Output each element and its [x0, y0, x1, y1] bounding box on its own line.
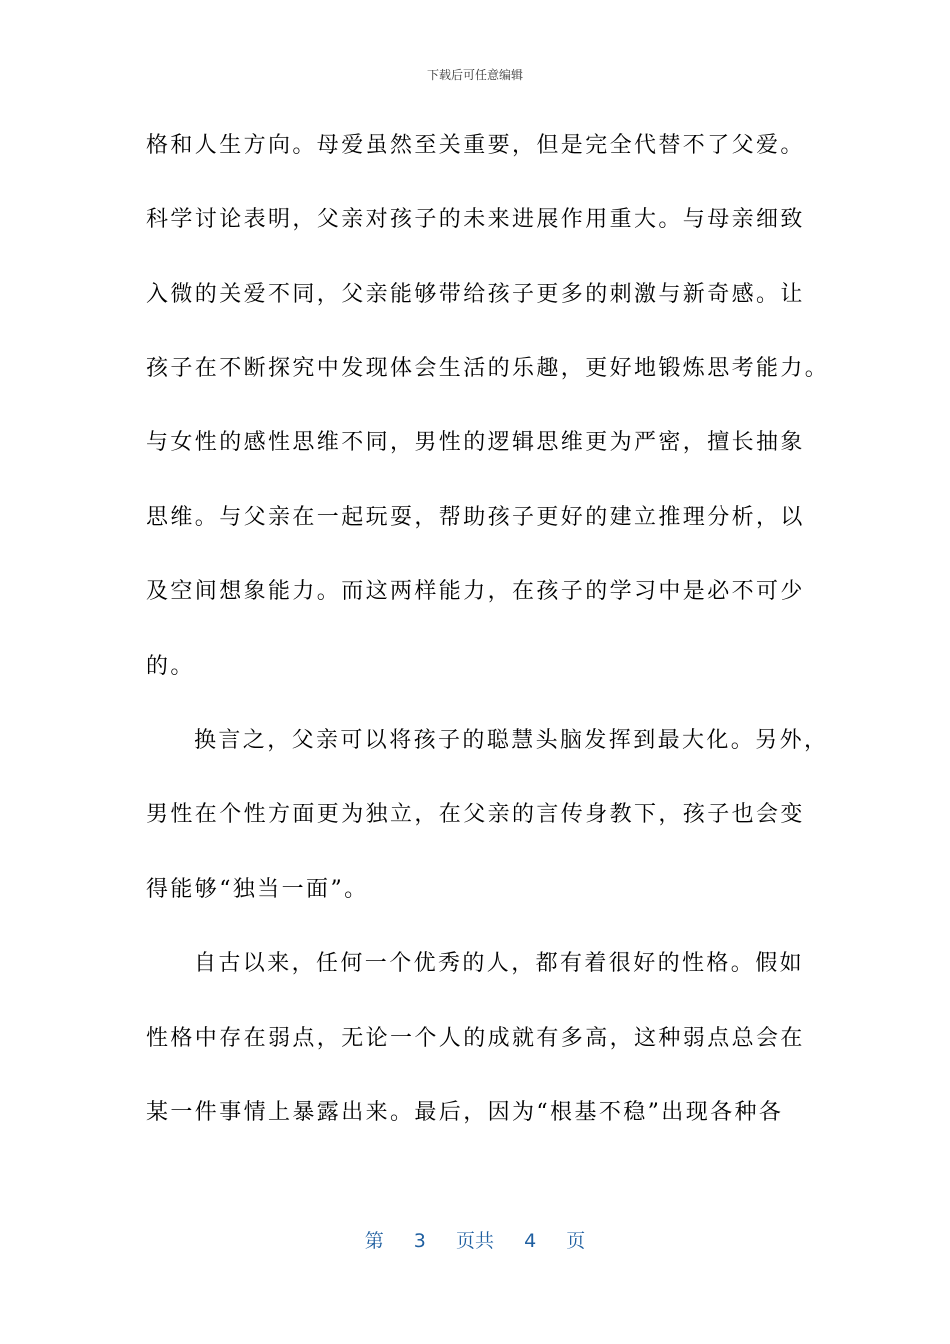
text-line: 与女性的感性思维不同，男性的逻辑思维更为严密，擅长抽象: [146, 430, 805, 455]
page-number-footer: [0, 1226, 950, 1253]
footer-prefix: 第: [364, 1230, 384, 1252]
text-line: 得能够“独当一面”。: [146, 877, 369, 902]
text-line: 的。: [146, 654, 195, 679]
text-line: 某一件事情上暴露出来。最后，因为“根基不稳”出现各种各: [146, 1100, 784, 1125]
footer-suffix: 页: [566, 1230, 586, 1252]
text-line: 孩子在不断探究中发现体会生活的乐趣，更好地锻炼思考能力。: [146, 356, 830, 381]
footer-middle: 页共: [455, 1230, 494, 1252]
current-page-number: 3: [413, 1230, 426, 1252]
text-line: 思维。与父亲在一起玩耍，帮助孩子更好的建立推理分析，以: [146, 505, 805, 530]
text-line: 性格中存在弱点，无论一个人的成就有多高，这种弱点总会在: [146, 1026, 805, 1051]
text-line: 及空间想象能力。而这两样能力，在孩子的学习中是必不可少: [146, 579, 805, 604]
text-line: 科学讨论表明，父亲对孩子的未来进展作用重大。与母亲细致: [146, 207, 805, 232]
text-line: 入微的关爱不同，父亲能够带给孩子更多的刺激与新奇感。让: [146, 282, 805, 307]
total-pages-number: 4: [524, 1230, 537, 1252]
paragraph-first-line: 自古以来，任何一个优秀的人，都有着很好的性格。假如: [194, 951, 805, 976]
text-line: 格和人生方向。母爱虽然至关重要，但是完全代替不了父爱。: [146, 133, 805, 158]
paragraph-first-line: 换言之，父亲可以将孩子的聪慧头脑发挥到最大化。另外，: [194, 728, 829, 753]
text-line: 男性在个性方面更为独立，在父亲的言传身教下，孩子也会变: [146, 802, 805, 827]
page-header: 下载后可任意编辑: [426, 68, 523, 82]
